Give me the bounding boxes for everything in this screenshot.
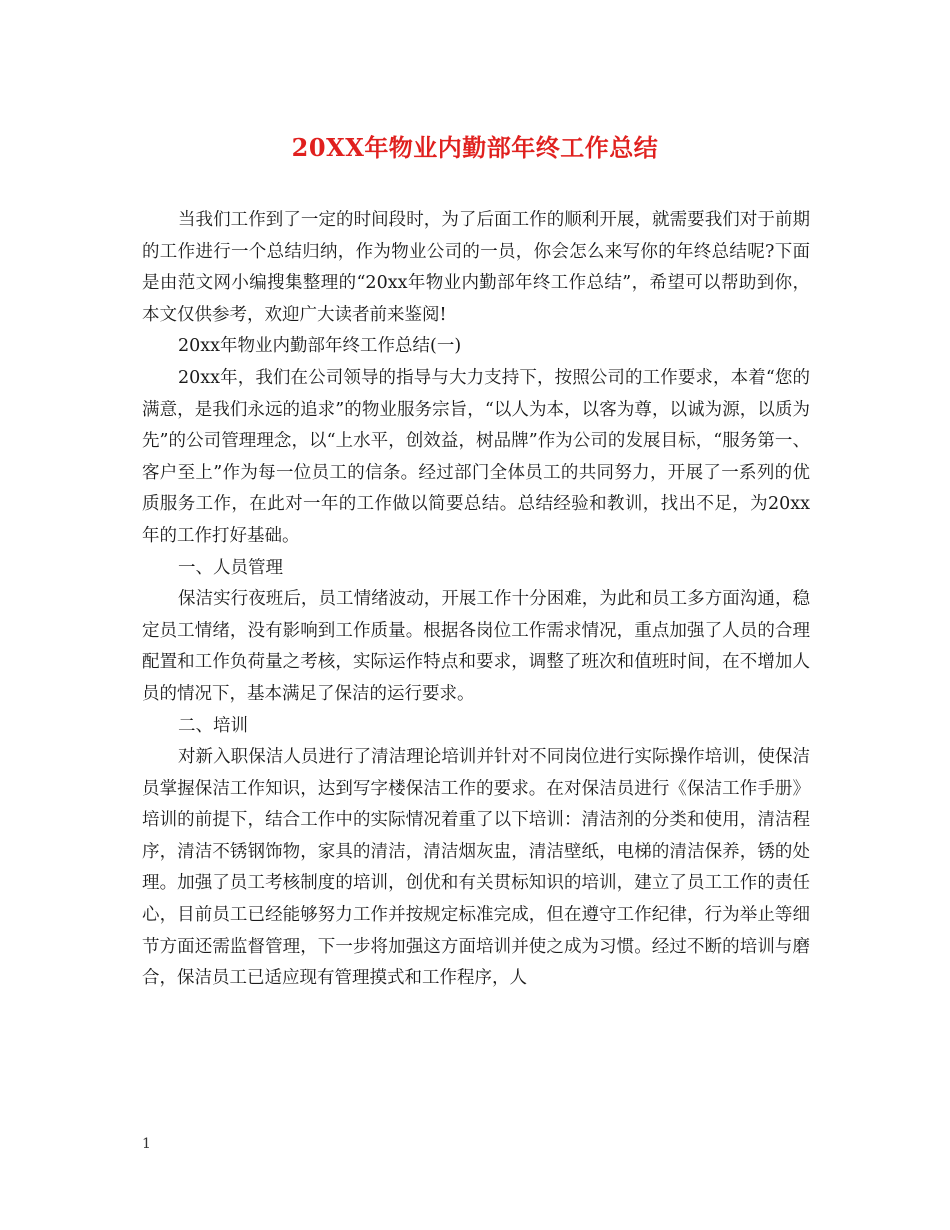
section-heading-personnel: 一、人员管理: [178, 557, 283, 578]
summary-paragraph: 20xx年，我们在公司领导的指导与大力支持下，按照公司的工作要求，本着“您的满意，是我们永远的追求”的物业服务宗旨，“以人为本，以客为尊，以诚为源，以质为先”的公司管理理念，以“上水平，创效益，树品牌”作为公司的发展目标，“服务第一、客户至上”作为每一位员工的信条。经过部门全体员工的共同努力，开展了一系列的优质服务工作，在此对一年的工作做以简要总结。总结经验和教训，找出不足，为20xx年的工作打好基础。: [142, 367, 810, 546]
intro-paragraph: 当我们工作到了一定的时间段时，为了后面工作的顺利开展，就需要我们对于前期的工作进行一个总结归纳，作为物业公司的一员，你会怎么来写你的年终总结呢?下面是由范文网小编搜集整理的“20xx年物业内勤部年终工作总结”，希望可以帮助到你，本文仅供参考，欢迎广大读者前来鉴阅!: [142, 210, 810, 325]
document-body: [142, 205, 810, 995]
section-heading-summary-one: 20xx年物业内勤部年终工作总结(一): [178, 336, 462, 357]
personnel-paragraph: 保洁实行夜班后，员工情绪波动，开展工作十分困难，为此和员工多方面沟通，稳定员工情绪，没有影响到工作质量。根据各岗位工作需求情况，重点加强了人员的合理配置和工作负荷量之考核，实际运作特点和要求，调整了班次和值班时间，在不增加人员的情况下，基本满足了保洁的运行要求。: [142, 589, 810, 704]
document-title: 20XX年物业内勤部年终工作总结: [291, 133, 659, 162]
section-heading-training: 二、培训: [178, 715, 248, 736]
training-paragraph: 对新入职保洁人员进行了清洁理论培训并针对不同岗位进行实际操作培训，使保洁员掌握保洁工作知识，达到写字楼保洁工作的要求。在对保洁员进行《保洁工作手册》培训的前提下，结合工作中的实际情况着重了以下培训：清洁剂的分类和使用，清洁程序，清洁不锈钢饰物，家具的清洁，清洁烟灰盅，清洁壁纸，电梯的清洁保养，锈的处理。加强了员工考核制度的培训，创优和有关贯标知识的培训，建立了员工工作的责任心，目前员工已经能够努力工作并按规定标准完成，但在遵守工作纪律，行为举止等细节方面还需监督管理，下一步将加强这方面培训并使之成为习惯。经过不断的培训与磨合，保洁员工已适应现有管理摸式和工作程序，人: [142, 747, 810, 989]
page-number: 1: [142, 1136, 151, 1152]
